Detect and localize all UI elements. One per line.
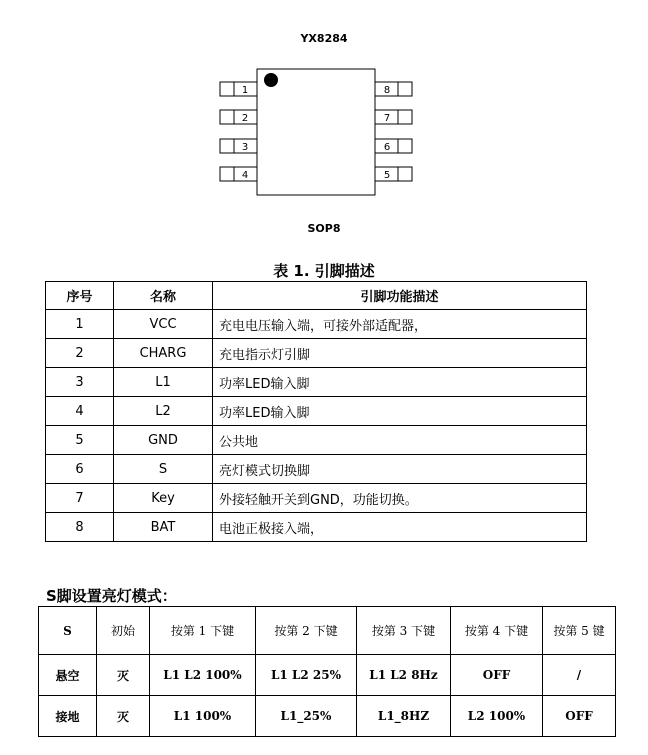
mode-cell: / xyxy=(543,655,616,696)
pin-description-table xyxy=(45,281,587,542)
mode-cell: L2 100% xyxy=(451,696,543,737)
table-header-row xyxy=(46,282,587,310)
pin-pad-6 xyxy=(375,139,412,153)
header-name: 名称 xyxy=(114,282,213,310)
mode-cell: L1_25% xyxy=(256,696,357,737)
cell-index: 1 xyxy=(46,310,114,339)
cell-index: 6 xyxy=(46,455,114,484)
cell-description: 电池正极接入端， xyxy=(213,513,587,542)
pin-label-8: 8 xyxy=(383,85,391,96)
cell-description: 外接轻触开关到GND，功能切换。 xyxy=(213,484,587,513)
pin-pad-1 xyxy=(220,82,257,96)
mode-row-floating xyxy=(39,655,616,696)
mode-cell: L1 L2 8Hz xyxy=(357,655,451,696)
chip-body xyxy=(257,69,375,195)
cell-name: CHARG xyxy=(114,339,213,368)
mode-cell: L1_8HZ xyxy=(357,696,451,737)
mode-header-initial: 初始 xyxy=(97,607,150,655)
mode-cell: L1 L2 25% xyxy=(256,655,357,696)
pin-label-1: 1 xyxy=(241,85,249,96)
pin1-marker-dot xyxy=(264,73,278,87)
mode-cell: OFF xyxy=(543,696,616,737)
pin-label-2: 2 xyxy=(241,113,249,124)
pin-pad-7 xyxy=(375,110,412,124)
pin-label-4: 4 xyxy=(241,170,249,181)
mode-header-press-1: 按第 1 下键 xyxy=(150,607,256,655)
table-row xyxy=(46,426,587,455)
package-label: SOP8 xyxy=(307,222,341,235)
cell-description: 功率LED输入脚 xyxy=(213,368,587,397)
pin-table-caption: 表 1. 引脚描述 xyxy=(273,262,375,280)
cell-index: 8 xyxy=(46,513,114,542)
mode-header-press-4: 按第 4 下键 xyxy=(451,607,543,655)
cell-description: 公共地 xyxy=(213,426,587,455)
pin-pad-4 xyxy=(220,167,257,181)
mode-cell: 悬空 xyxy=(39,655,97,696)
table-row xyxy=(46,484,587,513)
mode-header-row xyxy=(39,607,616,655)
mode-cell: 灭 xyxy=(97,655,150,696)
mode-cell: 接地 xyxy=(39,696,97,737)
mode-header-press-2: 按第 2 下键 xyxy=(256,607,357,655)
table-row xyxy=(46,339,587,368)
mode-header-s: S xyxy=(39,607,97,655)
table-row xyxy=(46,368,587,397)
cell-description: 充电电压输入端，可接外部适配器， xyxy=(213,310,587,339)
mode-cell: 灭 xyxy=(97,696,150,737)
cell-index: 4 xyxy=(46,397,114,426)
cell-index: 3 xyxy=(46,368,114,397)
cell-index: 7 xyxy=(46,484,114,513)
pin-label-6: 6 xyxy=(383,142,391,153)
cell-name: Key xyxy=(114,484,213,513)
cell-name: S xyxy=(114,455,213,484)
header-index: 序号 xyxy=(46,282,114,310)
pin-pad-2 xyxy=(220,110,257,124)
cell-description: 亮灯模式切换脚 xyxy=(213,455,587,484)
pin-pad-5 xyxy=(375,167,412,181)
pin-label-5: 5 xyxy=(383,170,391,181)
table-row xyxy=(46,397,587,426)
cell-description: 功率LED输入脚 xyxy=(213,397,587,426)
cell-index: 2 xyxy=(46,339,114,368)
pin-pad-8 xyxy=(375,82,412,96)
table-row xyxy=(46,455,587,484)
mode-cell: L1 L2 100% xyxy=(150,655,256,696)
cell-name: L2 xyxy=(114,397,213,426)
mode-cell: L1 100% xyxy=(150,696,256,737)
cell-name: VCC xyxy=(114,310,213,339)
cell-index: 5 xyxy=(46,426,114,455)
light-mode-table xyxy=(38,606,616,737)
cell-name: GND xyxy=(114,426,213,455)
mode-cell: OFF xyxy=(451,655,543,696)
pin-pad-3 xyxy=(220,139,257,153)
chip-title: YX8284 xyxy=(300,32,348,45)
table-row xyxy=(46,513,587,542)
mode-table-caption: S脚设置亮灯模式： xyxy=(46,587,177,605)
pin-label-3: 3 xyxy=(241,142,249,153)
header-description: 引脚功能描述 xyxy=(213,282,587,310)
mode-header-press-3: 按第 3 下键 xyxy=(357,607,451,655)
pin-label-7: 7 xyxy=(383,113,391,124)
cell-description: 充电指示灯引脚 xyxy=(213,339,587,368)
chip-diagram xyxy=(0,0,648,220)
table-row xyxy=(46,310,587,339)
mode-row-grounded xyxy=(39,696,616,737)
cell-name: L1 xyxy=(114,368,213,397)
cell-name: BAT xyxy=(114,513,213,542)
mode-header-press-5: 按第 5 键 xyxy=(543,607,616,655)
